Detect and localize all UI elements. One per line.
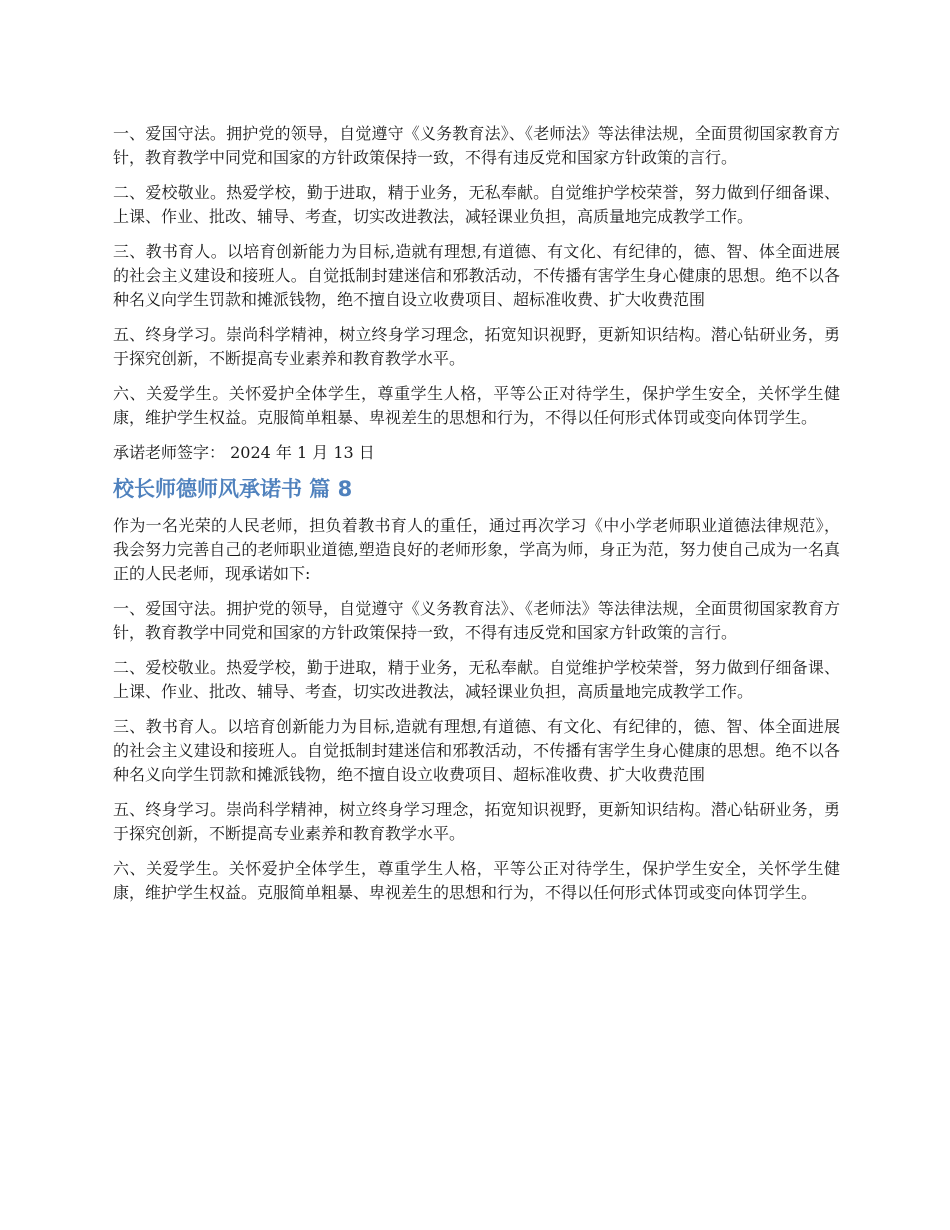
paragraph-patriotism: 一、爱国守法。拥护党的领导，自觉遵守《义务教育法》、《老师法》等法律法规，全面贯彻国家教育方针，教育教学中同党和国家的方针政策保持一致，不得有违反党和国家方针政策的言行。 [113, 599, 840, 642]
teacher-signature-line: 承诺老师签字： 2024 年 1 月 13 日 [113, 443, 375, 462]
paragraph-educating: 三、教书育人。以培育创新能力为目标,造就有理想,有道德、有文化、有纪律的，德、智、体全面进展的社会主义建设和接班人。自觉抵制封建迷信和邪教活动，不传播有害学生身心健康的思想。绝不以各种名义向学生罚款和摊派钱物，绝不擅自设立收费项目、超标准收费、扩大收费范围 [113, 717, 840, 784]
paragraph-lifelong-learning: 五、终身学习。崇尚科学精神，树立终身学习理念，拓宽知识视野，更新知识结构。潜心钻研业务，勇于探究创新，不断提高专业素养和教育教学水平。 [113, 325, 840, 368]
paragraph-dedication: 二、爱校敬业。热爱学校，勤于进取，精于业务，无私奉献。自觉维护学校荣誉，努力做到仔细备课、上课、作业、批改、辅导、考查，切实改进教法，减轻课业负担，高质量地完成教学工作。 [113, 658, 840, 701]
paragraph-caring-students: 六、关爱学生。关怀爱护全体学生，尊重学生人格，平等公正对待学生，保护学生安全，关怀学生健康，维护学生权益。克服简单粗暴、卑视差生的思想和行为，不得以任何形式体罚或变向体罚学生。 [113, 859, 840, 902]
paragraph-lifelong-learning: 五、终身学习。崇尚科学精神，树立终身学习理念，拓宽知识视野，更新知识结构。潜心钻研业务，勇于探究创新，不断提高专业素养和教育教学水平。 [113, 800, 840, 843]
paragraph-educating: 三、教书育人。以培育创新能力为目标,造就有理想,有道德、有文化、有纪律的，德、智、体全面进展的社会主义建设和接班人。自觉抵制封建迷信和邪教活动，不传播有害学生身心健康的思想。绝不以各种名义向学生罚款和摊派钱物，绝不擅自设立收费项目、超标准收费、扩大收费范围 [113, 242, 840, 309]
paragraph-caring-students: 六、关爱学生。关怀爱护全体学生，尊重学生人格，平等公正对待学生，保护学生安全，关怀学生健康，维护学生权益。克服简单粗暴、卑视差生的思想和行为，不得以任何形式体罚或变向体罚学生。 [113, 384, 840, 427]
section-heading: 校长师德师风承诺书 篇 8 [113, 477, 353, 501]
paragraph-intro: 作为一名光荣的人民老师，担负着教书育人的重任，通过再次学习《中小学老师职业道德法律规范》，我会努力完善自己的老师职业道德,塑造良好的老师形象，学高为师，身正为范，努力使自己成为一名真正的人民老师，现承诺如下: [113, 516, 840, 583]
document-page [113, 122, 840, 916]
paragraph-patriotism: 一、爱国守法。拥护党的领导，自觉遵守《义务教育法》、《老师法》等法律法规，全面贯彻国家教育方针，教育教学中同党和国家的方针政策保持一致，不得有违反党和国家方针政策的言行。 [113, 124, 840, 167]
paragraph-dedication: 二、爱校敬业。热爱学校，勤于进取，精于业务，无私奉献。自觉维护学校荣誉，努力做到仔细备课、上课、作业、批改、辅导、考查，切实改进教法，减轻课业负担，高质量地完成教学工作。 [113, 183, 840, 226]
